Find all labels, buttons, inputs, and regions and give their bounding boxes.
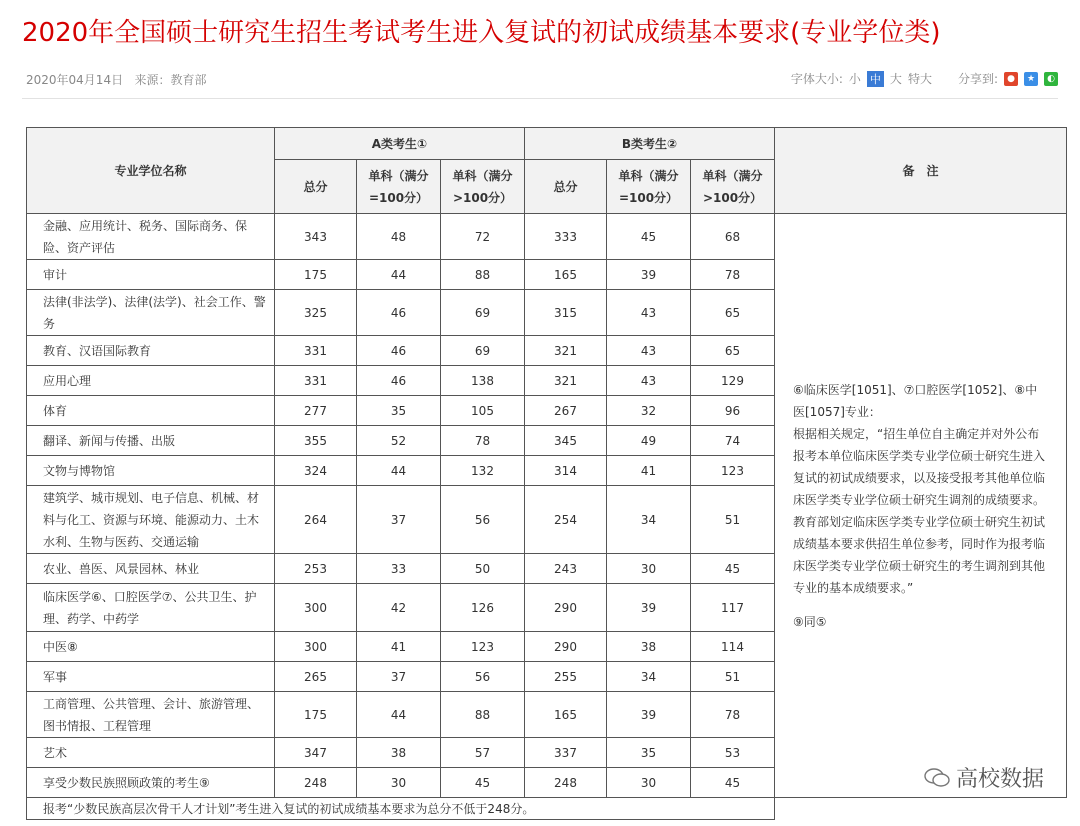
header-group-a: A类考生①: [275, 128, 525, 160]
a-single-100: 35: [357, 396, 441, 426]
a-single-over: 132: [441, 456, 525, 486]
a-single-over: 88: [441, 692, 525, 738]
b-single-100: 35: [607, 738, 691, 768]
source-label: 来源：教育部: [134, 73, 207, 87]
b-total: 337: [525, 738, 607, 768]
a-total: 248: [275, 768, 357, 798]
a-total: 331: [275, 336, 357, 366]
b-total: 314: [525, 456, 607, 486]
b-single-100: 30: [607, 768, 691, 798]
b-single-100: 45: [607, 214, 691, 260]
b-single-100: 30: [607, 554, 691, 584]
b-single-over: 129: [691, 366, 775, 396]
header-b-total: 总分: [525, 160, 607, 214]
b-single-over: 114: [691, 632, 775, 662]
a-single-100: 48: [357, 214, 441, 260]
major-name: 审计: [27, 260, 275, 290]
b-single-over: 45: [691, 554, 775, 584]
header-a-single-over: 单科（满分>100分）: [441, 160, 525, 214]
b-total: 290: [525, 584, 607, 632]
a-single-100: 44: [357, 456, 441, 486]
b-single-over: 117: [691, 584, 775, 632]
b-single-100: 34: [607, 486, 691, 554]
a-total: 300: [275, 632, 357, 662]
article-meta: [26, 71, 207, 88]
major-name: 军事: [27, 662, 275, 692]
a-total: 331: [275, 366, 357, 396]
a-total: 325: [275, 290, 357, 336]
b-total: 315: [525, 290, 607, 336]
a-total: 343: [275, 214, 357, 260]
table-footer-note: 报考“少数民族高层次骨干人才计划”考生进入复试的初试成绩基本要求为总分不低于248分。: [27, 798, 775, 820]
share-label: 分享到:: [957, 72, 998, 86]
article-tools: [785, 70, 1058, 87]
a-single-over: 105: [441, 396, 525, 426]
weibo-share-icon[interactable]: ●: [1004, 72, 1018, 86]
b-single-over: 51: [691, 662, 775, 692]
notes-cell: [775, 214, 1067, 798]
wechat-watermark-icon: [924, 768, 950, 788]
header-a-total: 总分: [275, 160, 357, 214]
b-single-100: 39: [607, 692, 691, 738]
font-large-button[interactable]: 大: [889, 72, 902, 86]
a-single-over: 56: [441, 662, 525, 692]
b-total: 165: [525, 692, 607, 738]
b-total: 248: [525, 768, 607, 798]
header-major-name: 专业学位名称: [27, 128, 275, 214]
b-single-100: 43: [607, 290, 691, 336]
b-single-100: 43: [607, 366, 691, 396]
wechat-share-icon[interactable]: ◐: [1044, 72, 1058, 86]
note-clinical-rules: 根据相关规定，“招生单位自主确定并对外公布报考本单位临床医学类专业学位硕士研究生进入复试的初试成绩要求，以及接受报考其他单位临床医学类专业学位硕士研究生调剂的成绩要求。教育部划定临床医学类专业学位硕士研究生初试成绩基本要求供招生单位参考，同时作为报考临床医学类专业学位硕士研究生的考生调剂到其他专业的基本成绩要求。”: [793, 426, 1046, 595]
a-total: 264: [275, 486, 357, 554]
b-total: 243: [525, 554, 607, 584]
a-single-over: 56: [441, 486, 525, 554]
major-name: 享受少数民族照顾政策的考生⑨: [27, 768, 275, 798]
header-b-single-over: 单科（满分>100分）: [691, 160, 775, 214]
score-table: [26, 127, 1067, 820]
b-total: 321: [525, 366, 607, 396]
major-name: 临床医学⑥、口腔医学⑦、公共卫生、护理、药学、中药学: [27, 584, 275, 632]
a-single-over: 123: [441, 632, 525, 662]
b-single-100: 41: [607, 456, 691, 486]
a-single-over: 69: [441, 290, 525, 336]
font-small-button[interactable]: 小: [848, 72, 861, 86]
a-total: 175: [275, 692, 357, 738]
a-single-100: 46: [357, 336, 441, 366]
font-medium-button[interactable]: 中: [867, 71, 884, 87]
b-single-over: 51: [691, 486, 775, 554]
watermark-text: 高校数据: [955, 767, 1044, 792]
a-single-100: 52: [357, 426, 441, 456]
a-single-over: 126: [441, 584, 525, 632]
header-notes: 备 注: [775, 128, 1067, 214]
a-single-100: 41: [357, 632, 441, 662]
a-single-100: 37: [357, 662, 441, 692]
b-single-over: 96: [691, 396, 775, 426]
note-clinical-majors: ⑥临床医学[1051]、⑦口腔医学[1052]、⑧中医[1057]专业：: [793, 382, 1038, 419]
a-single-over: 50: [441, 554, 525, 584]
b-single-100: 39: [607, 260, 691, 290]
b-single-over: 78: [691, 260, 775, 290]
b-single-over: 65: [691, 290, 775, 336]
a-single-100: 33: [357, 554, 441, 584]
a-single-100: 46: [357, 366, 441, 396]
a-total: 277: [275, 396, 357, 426]
page-title: 2020年全国硕士研究生招生考试考生进入复试的初试成绩基本要求(专业学位类): [22, 18, 941, 48]
b-single-100: 43: [607, 336, 691, 366]
a-single-100: 44: [357, 260, 441, 290]
b-single-100: 49: [607, 426, 691, 456]
a-total: 300: [275, 584, 357, 632]
a-single-over: 72: [441, 214, 525, 260]
major-name: 应用心理: [27, 366, 275, 396]
a-single-100: 37: [357, 486, 441, 554]
b-single-100: 39: [607, 584, 691, 632]
b-single-over: 78: [691, 692, 775, 738]
header-divider: [22, 98, 1058, 99]
major-name: 文物与博物馆: [27, 456, 275, 486]
header-b-single-100: 单科（满分=100分）: [607, 160, 691, 214]
a-total: 253: [275, 554, 357, 584]
b-total: 333: [525, 214, 607, 260]
a-total: 347: [275, 738, 357, 768]
major-name: 建筑学、城市规划、电子信息、机械、材料与化工、资源与环境、能源动力、土木水利、生物与医药、交通运输: [27, 486, 275, 554]
a-total: 265: [275, 662, 357, 692]
a-total: 324: [275, 456, 357, 486]
a-single-100: 42: [357, 584, 441, 632]
header-group-b: B类考生②: [525, 128, 775, 160]
font-xlarge-button[interactable]: 特大: [907, 72, 932, 86]
b-total: 255: [525, 662, 607, 692]
a-single-over: 88: [441, 260, 525, 290]
a-single-over: 78: [441, 426, 525, 456]
b-single-over: 68: [691, 214, 775, 260]
a-single-over: 45: [441, 768, 525, 798]
font-size-label: 字体大小:: [790, 72, 843, 86]
major-name: 翻译、新闻与传播、出版: [27, 426, 275, 456]
major-name: 中医⑧: [27, 632, 275, 662]
major-name: 农业、兽医、风景园林、林业: [27, 554, 275, 584]
b-total: 267: [525, 396, 607, 426]
watermark: [924, 762, 1044, 793]
major-name: 金融、应用统计、税务、国际商务、保险、资产评估: [27, 214, 275, 260]
b-total: 165: [525, 260, 607, 290]
b-single-over: 123: [691, 456, 775, 486]
a-single-100: 44: [357, 692, 441, 738]
b-total: 254: [525, 486, 607, 554]
b-single-100: 32: [607, 396, 691, 426]
a-single-100: 38: [357, 738, 441, 768]
b-total: 290: [525, 632, 607, 662]
note-ref-9: ⑨同⑤: [793, 614, 827, 629]
b-total: 345: [525, 426, 607, 456]
major-name: 体育: [27, 396, 275, 426]
a-single-100: 46: [357, 290, 441, 336]
b-single-100: 38: [607, 632, 691, 662]
qzone-share-icon[interactable]: ★: [1024, 72, 1038, 86]
b-single-over: 45: [691, 768, 775, 798]
publish-date: 2020年04月14日: [26, 73, 124, 87]
a-single-over: 69: [441, 336, 525, 366]
a-single-over: 57: [441, 738, 525, 768]
b-single-over: 53: [691, 738, 775, 768]
b-single-over: 74: [691, 426, 775, 456]
major-name: 法律(非法学)、法律(法学)、社会工作、警务: [27, 290, 275, 336]
b-single-over: 65: [691, 336, 775, 366]
a-total: 355: [275, 426, 357, 456]
major-name: 工商管理、公共管理、会计、旅游管理、图书情报、工程管理: [27, 692, 275, 738]
a-total: 175: [275, 260, 357, 290]
b-single-100: 34: [607, 662, 691, 692]
a-single-100: 30: [357, 768, 441, 798]
major-name: 教育、汉语国际教育: [27, 336, 275, 366]
header-a-single-100: 单科（满分=100分）: [357, 160, 441, 214]
b-total: 321: [525, 336, 607, 366]
major-name: 艺术: [27, 738, 275, 768]
a-single-over: 138: [441, 366, 525, 396]
